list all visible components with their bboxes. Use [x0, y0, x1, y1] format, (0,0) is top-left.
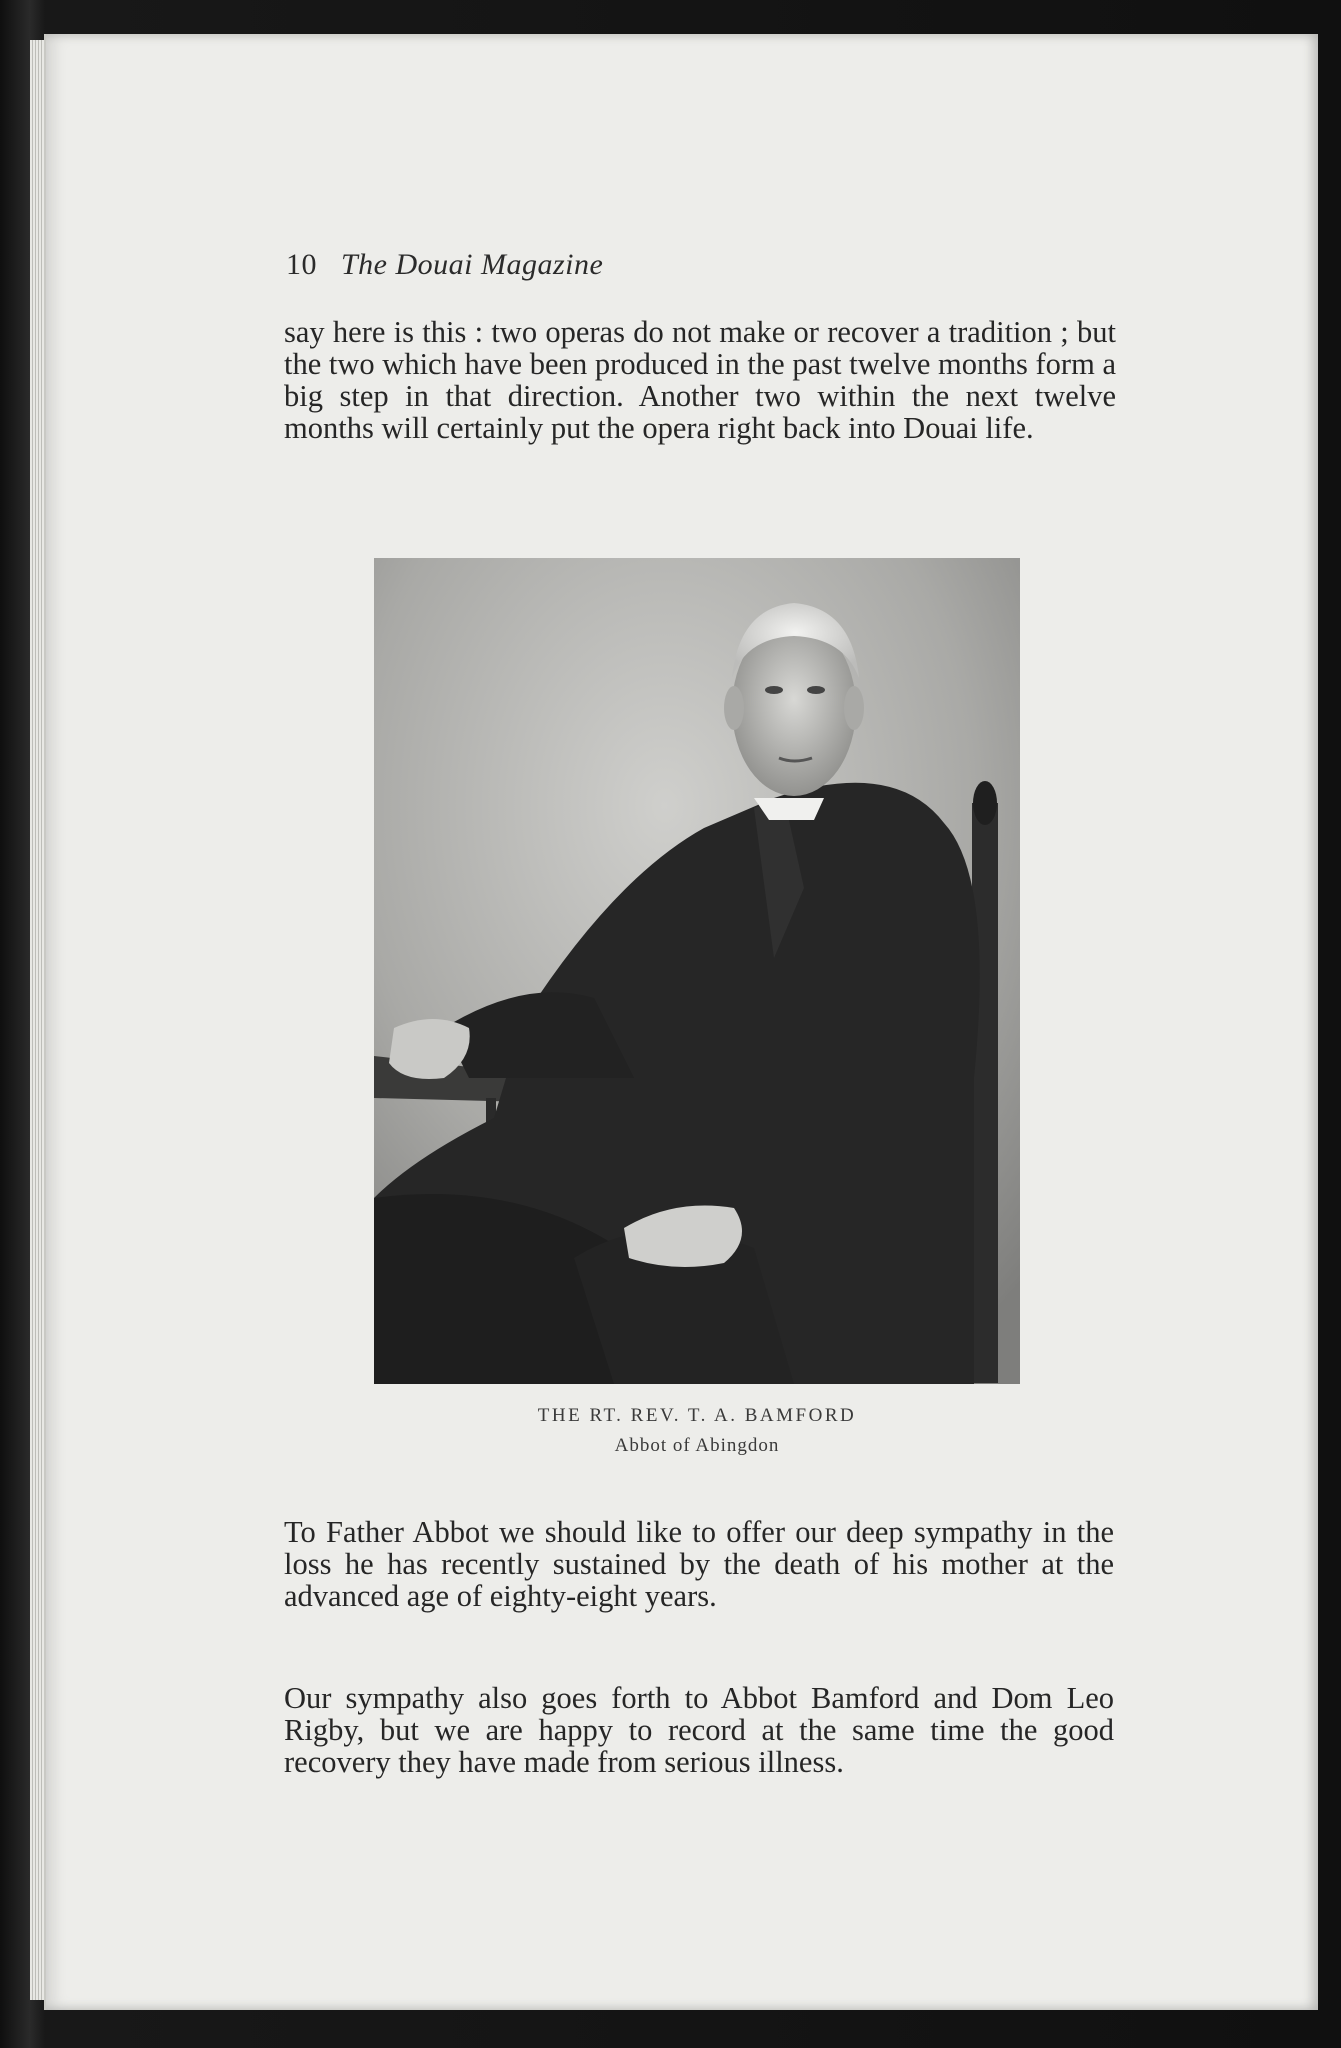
body-paragraph-3: Our sympathy also goes forth to Abbot Bamford and Dom Leo Rigby, but we are happy to record at the same time the good recovery they have made from serious illness.: [284, 1681, 1114, 1779]
page-stack-edges: [30, 40, 44, 2000]
photo-caption-title: Abbot of Abingdon: [614, 1435, 780, 1456]
running-head: [286, 248, 603, 282]
body-paragraph-2: To Father Abbot we should like to offer our deep sympathy in the loss he has recently sustained by the death of his mother at the advanced age of eighty-eight years.: [284, 1515, 1114, 1613]
page-number: 10: [286, 248, 317, 281]
body-paragraph-1: say here is this : two operas do not make or recover a tradition ; but the two which have been produced in the past twelve months form a big step in that direction. Another two within the next twelve months will certainly put the opera right back into Douai life.: [284, 315, 1116, 445]
portrait-photograph: [374, 558, 1020, 1384]
photo-caption-name: THE RT. REV. T. A. BAMFORD: [537, 1405, 857, 1426]
magazine-title: The Douai Magazine: [341, 248, 604, 281]
